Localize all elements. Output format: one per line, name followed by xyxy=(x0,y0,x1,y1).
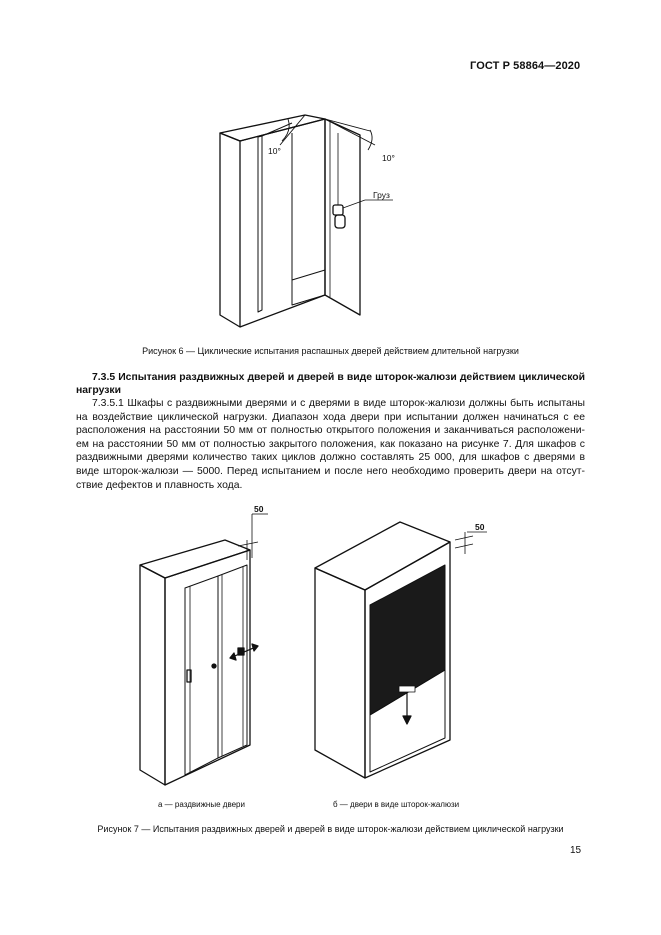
figure-7a-subcaption: а — раздвижные двери xyxy=(158,800,245,809)
section-heading: 7.3.5 Испытания раздвижных дверей и дверей в виде шторок-жалюзи действием циклической нагрузки xyxy=(76,372,585,396)
figure-7-caption: Рисунок 7 — Испытания раздвижных дверей и дверей в виде шторок-жалюзи действием циклической нагрузки xyxy=(97,824,564,834)
dimension-50-b: 50 xyxy=(475,522,485,532)
figure-7b-subcaption: б — двери в виде шторок-жалюзи xyxy=(333,800,460,809)
figure-6-caption: Рисунок 6 — Циклические испытания распашных дверей действием длительной нагрузки xyxy=(142,346,519,356)
figure-7b-shutter-door-drawing xyxy=(305,510,495,790)
angle-left-label: 10° xyxy=(268,146,281,156)
figure-7a-sliding-doors-drawing xyxy=(130,500,280,795)
page-number: 15 xyxy=(570,845,582,856)
figure-6-wardrobe-drawing xyxy=(200,105,420,335)
dimension-50-a: 50 xyxy=(254,504,264,514)
weight-label: Груз xyxy=(373,190,390,200)
section-paragraph: 7.3.5.1 Шкафы с раздвижными дверями и с дверями в виде шторок-жалюзи должны быть испытаны на воздействие циклической нагрузки. Диапазон хода двери при испытании должен начинаться с ее расположения на расстоянии 50 мм от полностью открытого положения и заканчиваться расположением на расстоянии 50 мм от полностью закрытого положения, как показано на рисунке 7. Для шкафов с раздвижными дверями количество таких циклов должно составлять 25 000, для шкафов с дверями в виде шторок-жалюзи — 5000. Перед испытанием и после него необходимо проверить двери на отсутствие дефектов и плавность хода. xyxy=(76,398,585,491)
standard-designation: ГОСТ Р 58864—2020 xyxy=(470,60,581,72)
angle-right-label: 10° xyxy=(382,153,395,163)
